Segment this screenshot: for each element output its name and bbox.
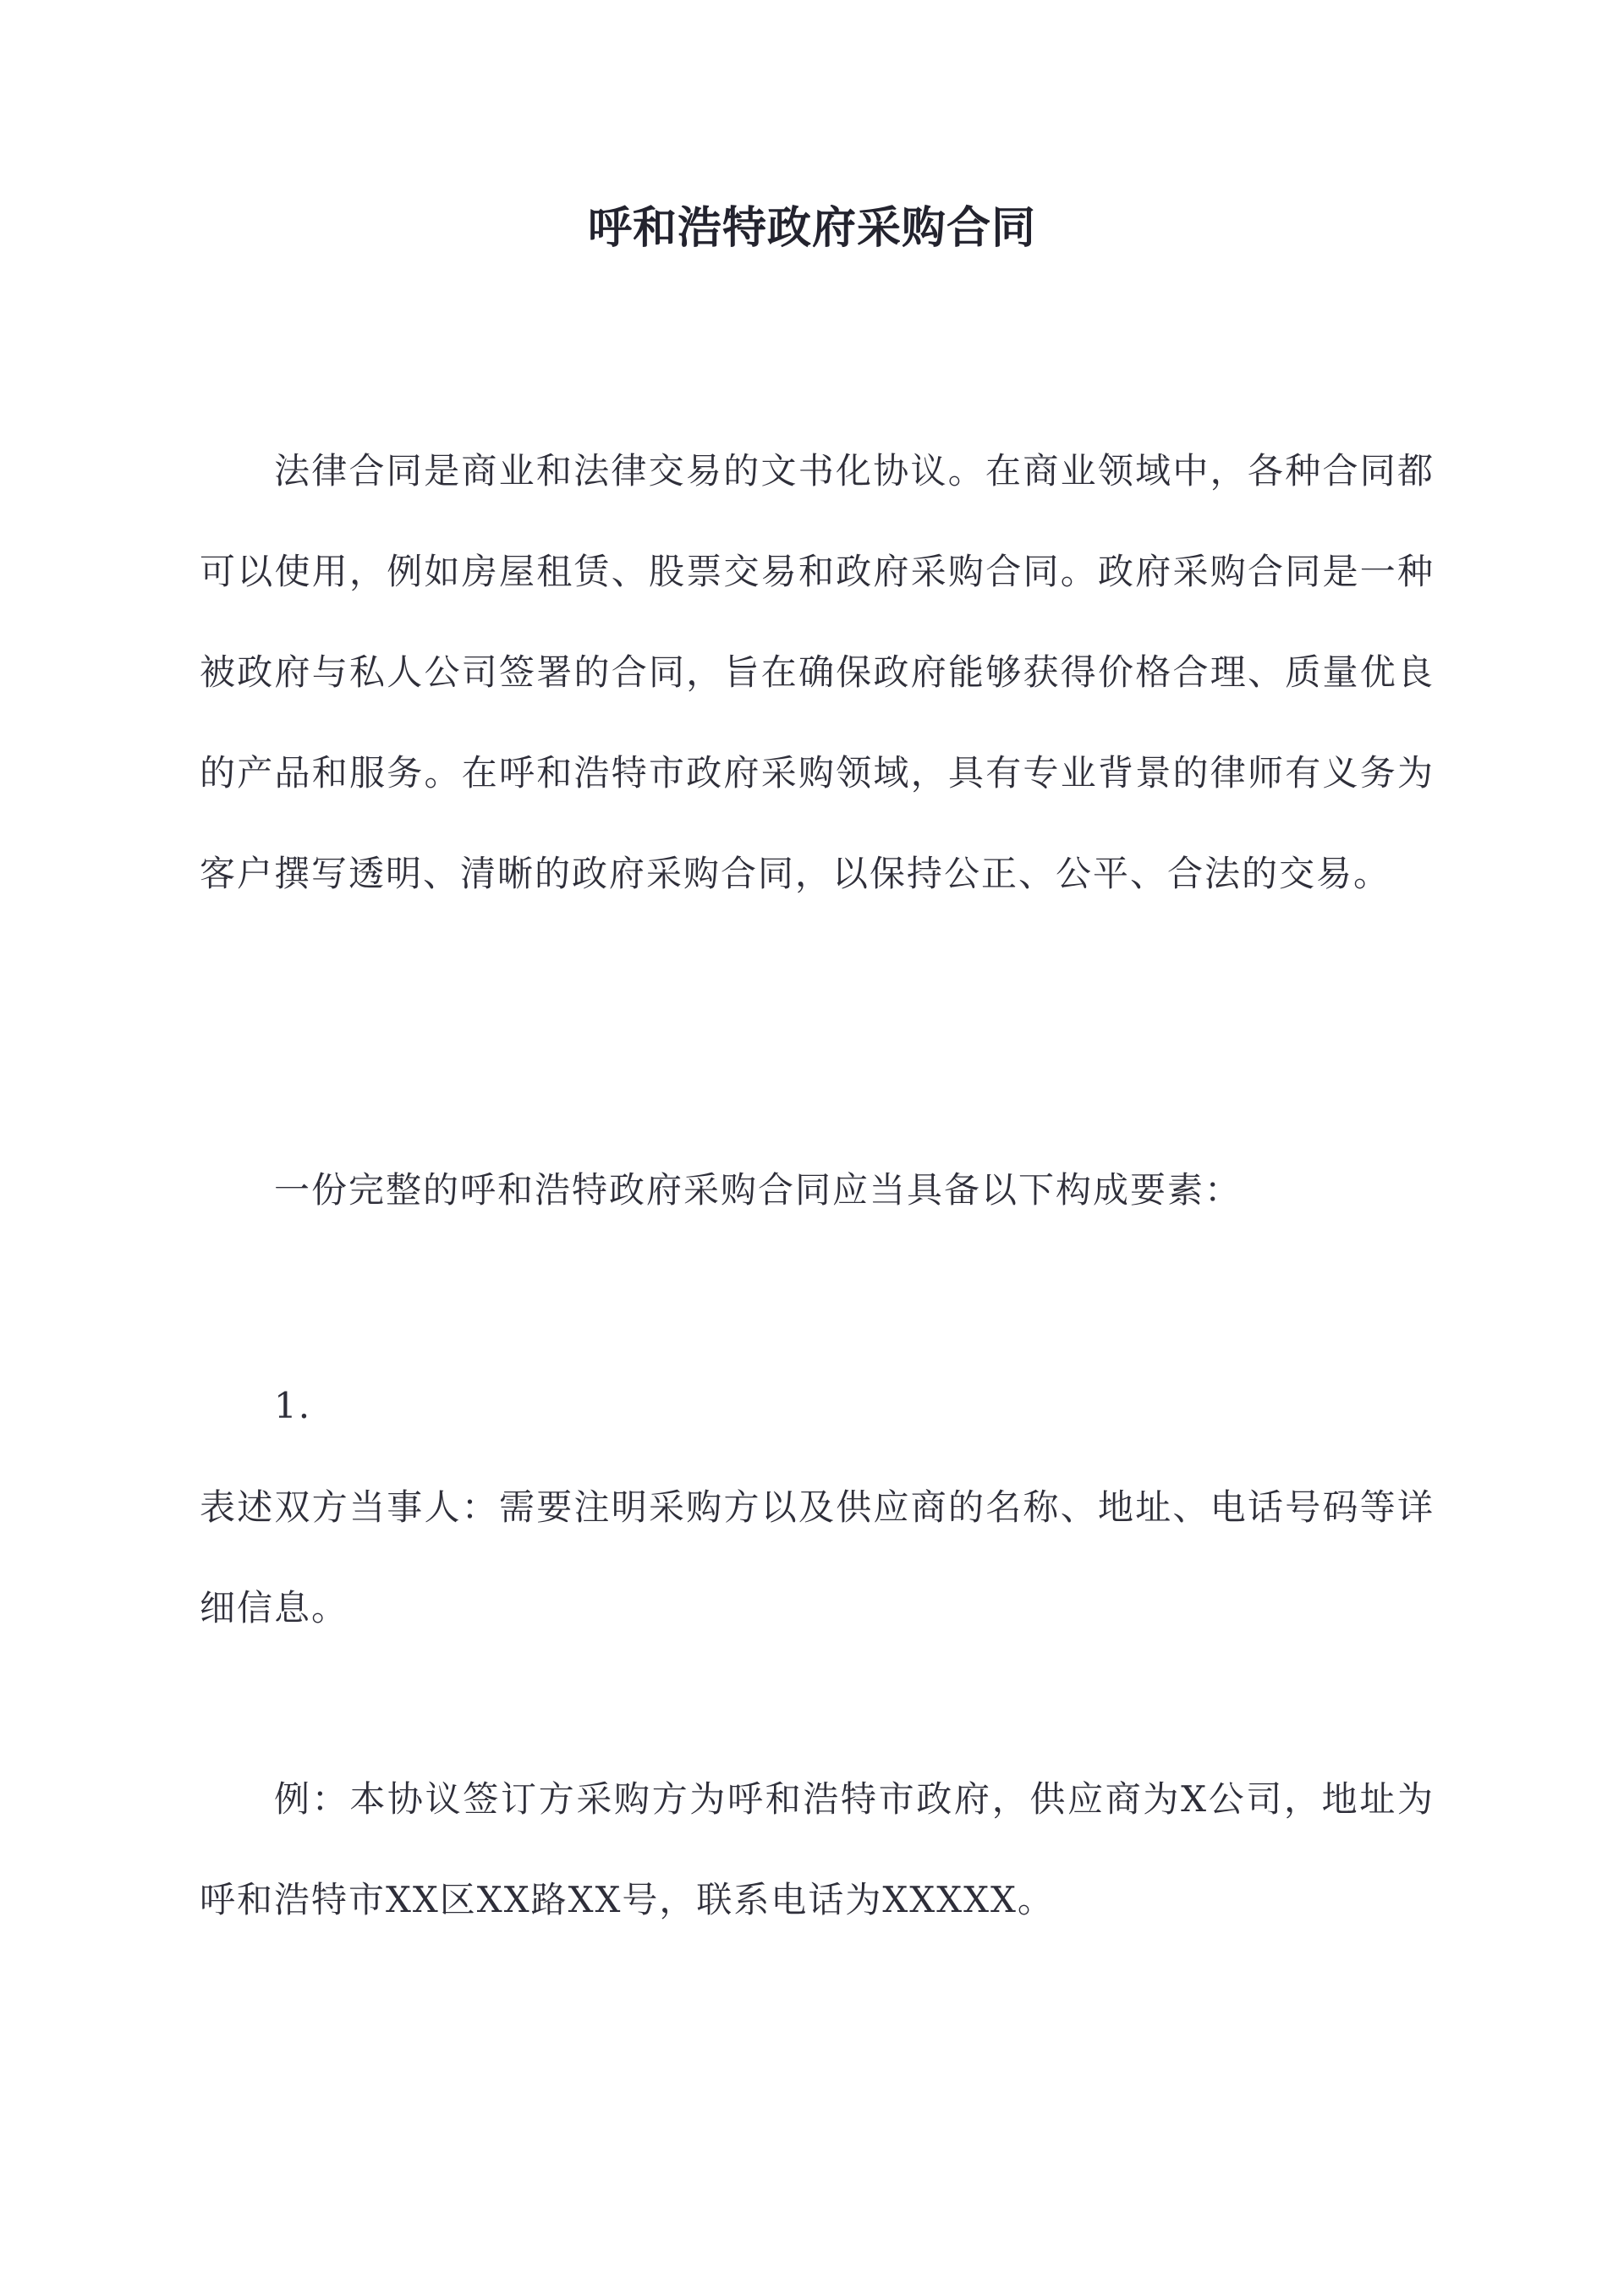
document-title: 呼和浩特政府采购合同 xyxy=(587,202,1036,254)
list-number-1: 1. xyxy=(274,1385,312,1426)
paragraph-intro: 法律合同是商业和法律交易的文书化协议。在商业领域中，各种合同都可以使用，例如房屋租赁、股票交易和政府采购合同。政府采购合同是一种被政府与私人公司签署的合同，旨在确保政府能够获得价格合理、质量优良的产品和服务。在呼和浩特市政府采购领域，具有专业背景的律师有义务为客户撰写透明、清晰的政府采购合同，以保持公正、公平、合法的交易。 xyxy=(200,450,1435,894)
paragraph-elements-lead: 一份完整的呼和浩特政府采购合同应当具备以下构成要素： xyxy=(274,1169,1243,1211)
paragraph-example: 例：本协议签订方采购方为呼和浩特市政府，供应商为X公司，地址为呼和浩特市XX区XX路XX号，联系电话为XXXXX。 xyxy=(200,1778,1435,1920)
paragraph-parties: 表述双方当事人：需要注明采购方以及供应商的名称、地址、电话号码等详细信息。 xyxy=(200,1486,1435,1629)
